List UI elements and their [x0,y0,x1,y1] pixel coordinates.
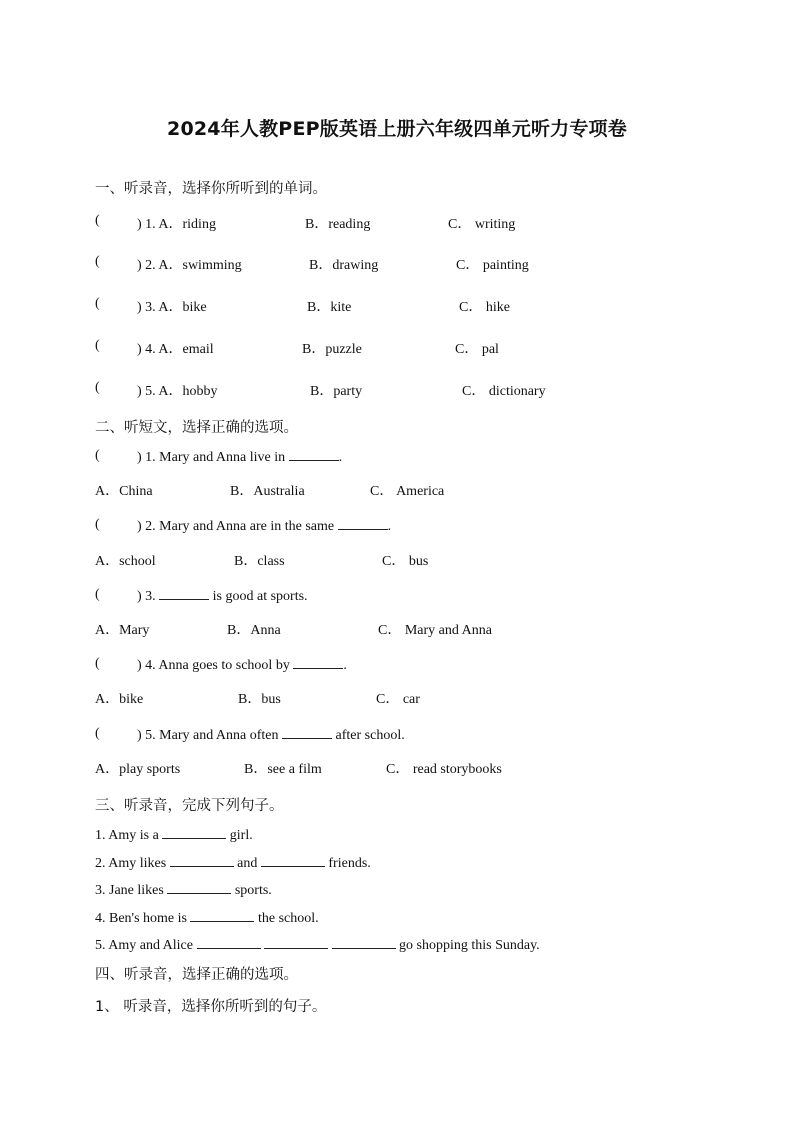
option-b: B．see a film [244,762,322,777]
page-title: 2024年人教PEP版英语上册六年级四单元听力专项卷 [167,118,627,140]
option-a: A．bike [95,692,144,707]
sentence-5: 5. Amy and Alice go shopping this Sunday. [95,938,540,953]
option-a: ) 5. A．hobby [137,384,218,399]
option-c: C． painting [456,258,529,273]
section-1-heading: 一、听录音，选择你所听到的单词。 [95,181,327,197]
sentence-1: 1. Amy is a girl. [95,828,253,843]
fill-blank [261,854,325,867]
fill-blank [338,517,388,530]
option-a: A．Mary [95,623,150,638]
option-a: A．play sports [95,762,181,777]
option-a: ) 3. A．bike [137,300,207,315]
option-b: B．drawing [309,258,379,273]
option-c: C． dictionary [462,384,546,399]
answer-paren: ( [95,254,100,269]
answer-paren: ( [95,726,100,741]
answer-paren: ( [95,517,100,532]
option-b: B．Australia [230,484,305,499]
question-text: ) 1. Mary and Anna live in . [137,450,343,465]
answer-paren: ( [95,338,100,353]
option-c: C． pal [455,342,499,357]
question-text: ) 5. Mary and Anna often after school. [137,728,405,743]
option-b: B．puzzle [302,342,362,357]
sentence-4: 4. Ben's home is the school. [95,911,319,926]
fill-blank [293,656,343,669]
option-c: C． car [376,692,420,707]
answer-paren: ( [95,380,100,395]
question-text: ) 4. Anna goes to school by . [137,658,347,673]
fill-blank [162,826,226,839]
fill-blank [332,936,396,949]
option-b: B．kite [307,300,352,315]
fill-blank [170,854,234,867]
option-c: C． read storybooks [386,762,502,777]
fill-blank [159,587,209,600]
option-a: ) 4. A．email [137,342,214,357]
sentence-3: 3. Jane likes sports. [95,883,272,898]
fill-blank [190,909,254,922]
answer-paren: ( [95,448,100,463]
answer-paren: ( [95,656,100,671]
sentence-2: 2. Amy likes and friends. [95,856,371,871]
answer-paren: ( [95,296,100,311]
option-c: C． America [370,484,445,499]
option-c: C． hike [459,300,510,315]
option-b: B．Anna [227,623,281,638]
option-a: A．China [95,484,153,499]
fill-blank [282,726,332,739]
option-b: B．bus [238,692,281,707]
fill-blank [264,936,328,949]
answer-paren: ( [95,587,100,602]
section-4-subheading: 1、 听录音，选择你所听到的句子。 [95,999,327,1015]
section-4-heading: 四、听录音，选择正确的选项。 [95,967,298,983]
option-a: ) 2. A．swimming [137,258,242,273]
fill-blank [289,448,339,461]
fill-blank [167,881,231,894]
option-a: A．school [95,554,156,569]
option-b: B．party [310,384,363,399]
question-text: ) 2. Mary and Anna are in the same . [137,519,392,534]
option-c: C． bus [382,554,429,569]
question-text: ) 3. is good at sports. [137,589,308,604]
answer-paren: ( [95,213,100,228]
option-c: C． Mary and Anna [378,623,492,638]
option-a: ) 1. A．riding [137,217,216,232]
option-b: B．class [234,554,285,569]
option-c: C． writing [448,217,516,232]
section-3-heading: 三、听录音，完成下列句子。 [95,798,284,814]
section-2-heading: 二、听短文，选择正确的选项。 [95,420,298,436]
fill-blank [197,936,261,949]
option-b: B．reading [305,217,371,232]
